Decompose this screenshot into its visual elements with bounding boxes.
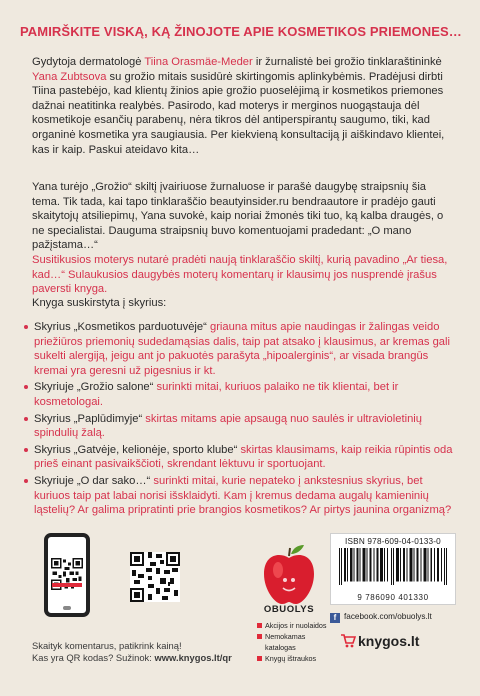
- list-item: Knygų ištraukos: [256, 653, 332, 664]
- qr-caption-line-1: Skaityk komentarus, patikrink kainą!: [32, 640, 182, 651]
- second-paragraph: Yana turėjo „Grožio“ skiltį įvairiuose žurnaluose ir parašė daugybę straipsnių šia tema. Tik tada, kai tapo tinklaraščio beautyinsider.ru bendraautore ir pradėjo gauti skaitytojų atsiliepimų, Yana suvokė, kaip noriai žmonės tiki tuo, ką kalba draugės, o ne specialistai. Dauguma straipsnių buvo komentuojami pradedant: „O mano pažįstama…“: [32, 181, 444, 252]
- chapter-desc: surinkti mitai, kurie nepateko į ankstesnius skyrius, bet kuriuos taip pat labai norisi išsklaidyti. Kam į kremus dedama augalų kamieninių ląstelių? Ar galima pripratinti prie brangios kosmetikos? Ar pirtys jaunina organizmą?: [34, 474, 452, 517]
- qr-info-link[interactable]: www.knygos.lt/qr: [154, 652, 232, 663]
- barcode-icon: [339, 548, 447, 594]
- isbn-label: ISBN 978-609-04-0133-0: [345, 537, 441, 546]
- facebook-icon: f: [330, 613, 340, 623]
- list-item: [24, 380, 456, 409]
- shop-features: [256, 620, 332, 664]
- qr-code-icon[interactable]: [130, 552, 180, 602]
- qr-caption-line-2: Kas yra QR kodas? Sužinok: www.knygos.lt/qr: [32, 652, 232, 663]
- barcode-number: 9 786090 401330: [357, 593, 429, 602]
- facebook-link[interactable]: f facebook.com/obuolys.lt: [330, 610, 456, 624]
- chapter-title: Skyrius „Paplūdimyje“: [34, 412, 143, 425]
- chapter-title: Skyrius „Kosmetikos parduotuvėje“: [34, 321, 207, 333]
- chapter-title: Skyriuje „Grožio salone“: [34, 381, 154, 394]
- author-name-2: Yana Zubtsova: [32, 70, 107, 83]
- chapters-intro: Knyga suskirstyta į skyrius:: [32, 297, 167, 309]
- chapter-desc: skirtas mitams apie apsaugą nuo saulės ir ultravioletinių spindulių žalą.: [34, 412, 423, 440]
- chapter-title: Skyrius „Gatvėje, kelionėje, sporto klube“: [34, 443, 238, 456]
- shop-logo[interactable]: knygos.lt: [340, 632, 419, 650]
- apple-logo-icon: [260, 542, 318, 606]
- cover-heading: PAMIRŠKITE VISKĄ, KĄ ŽINOJOTE APIE KOSMETIKOS PRIEMONES…: [20, 24, 462, 39]
- qr-caption: [32, 640, 292, 664]
- list-item: Nemokamas katalogas: [256, 631, 332, 653]
- intro-text-2: ir žurnalistė bei grožio tinklaraštininkė: [252, 56, 442, 68]
- list-item: [24, 474, 456, 518]
- intro-text-1: Gydytoja dermatologė: [32, 56, 145, 68]
- intro-text-3: su grožio mitais susidūrė skirtingomis aplinkybėmis. Pradėjusi dirbti Tiina pastebėjo, kad klientų žinios apie grožio puoselėjimą ir kosmetikos priemones dažnai neatitinka realybės. Pasirodo, kad moterys ir merginos nuogąstauja dėl kosmetikoje esančių parabenų, nėra tikros dėl antiperspirantų saugumo, tiki, kad organinė kosmetika yra saugiausia. Per kiekvieną konsultaciją ji aiškindavo klientei, kas ir kaip. Paskui ateidavo kita…: [32, 70, 445, 156]
- shopping-cart-icon: [340, 634, 356, 648]
- chapter-desc: griauna mitus apie naudingas ir žalingas veido priežiūros priemonių sudedamąsias dalis, taip pat atsako į klausimus, ar kremas gali sukelti alergiją, jeigu ant jo pakuotės parašyta „hipoalerginis“, ar visada brangūs kremai yra geresni už pigesnius ir kt.: [34, 321, 450, 377]
- list-item: [24, 412, 456, 441]
- list-item: Akcijos ir nuolaidos: [256, 620, 332, 631]
- list-item: [24, 443, 456, 472]
- highlight-paragraph: Susitikusios moterys nutarė pradėti naują tinklaraščio skiltį, kurią pavadino „Ar tiesa, kad…“ Sulaukusios daugybės moterų komentarų ir klausimų jos nusprendė įrašus paversti knyga.: [32, 254, 448, 296]
- list-item: [24, 320, 456, 378]
- chapter-desc: skirtas klausimams, kaip reikia rūpintis oda prieš einant pasivaikščioti, skrendant lėktuvu ir sportuojant.: [34, 443, 453, 471]
- chapter-title: Skyriuje „O dar sako…“: [34, 474, 151, 487]
- smartphone-qr-icon: [44, 533, 90, 617]
- chapter-desc: surinkti mitai, kuriuos palaiko ne tik klientai, bet ir kosmetologai.: [34, 381, 399, 408]
- publisher-name: OBUOLYS: [263, 604, 315, 615]
- author-name-1: Tiina Orasmäe-Meder: [144, 56, 253, 68]
- intro-paragraph: [32, 55, 452, 157]
- chapter-list: [24, 320, 456, 520]
- isbn-barcode: [330, 533, 456, 605]
